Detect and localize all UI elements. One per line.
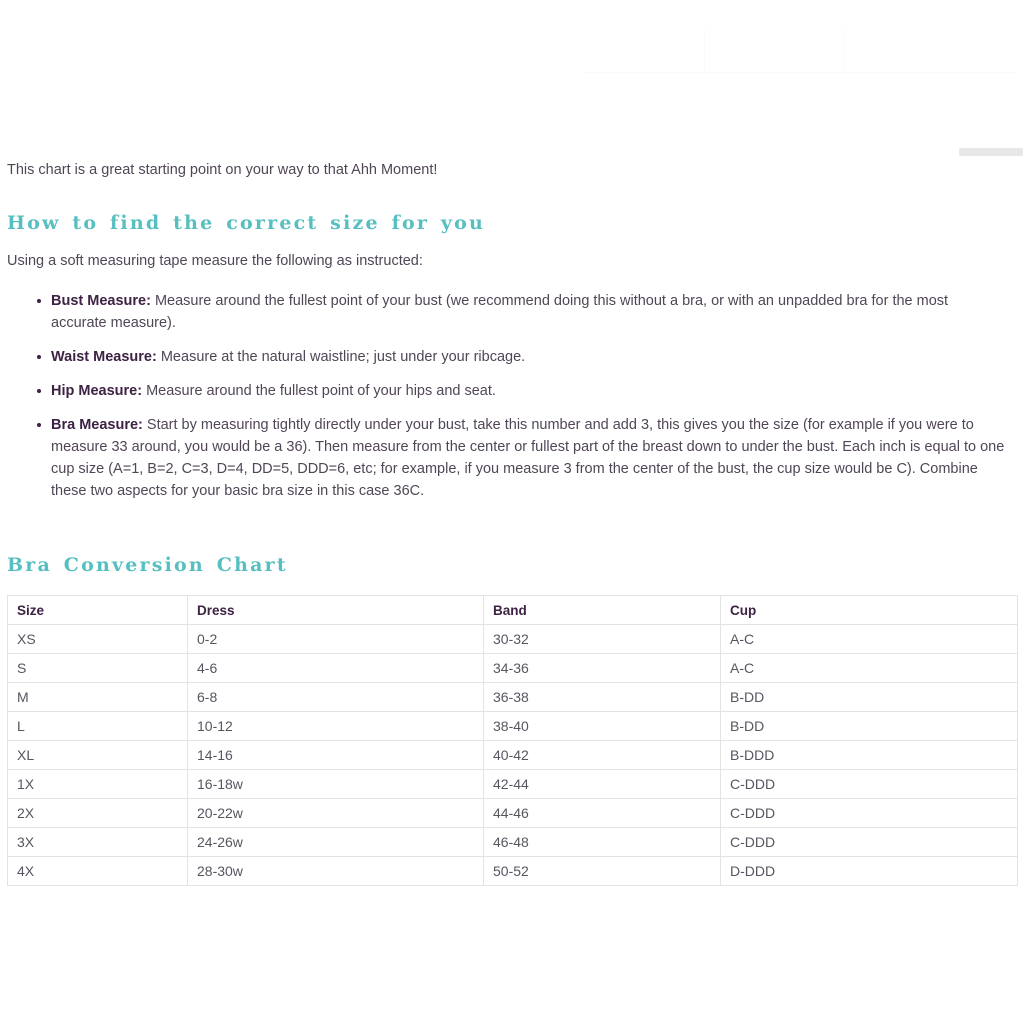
measure-description: Start by measuring tightly directly under your bust, take this number and add 3, this gives you the size (for example if you were to measure 33 around, you would be a 36). Then measure from the center or fullest part of the breast down to under the bust. Each inch is equal to one cup size (A=1, B=2, C=3, D=4, DD=5, DDD=6, etc; for example, if you measure 3 from the center of the bust, the cup size would be C). Combine these two aspects for your basic bra size in this case 36C.: [51, 417, 1005, 499]
measure-description: Measure around the fullest point of your hips and seat.: [142, 383, 496, 399]
table-cell: 14-16: [188, 741, 484, 770]
table-row: [8, 654, 1018, 683]
table-cell: 44-46: [484, 799, 721, 828]
table-cell: 30-32: [484, 625, 721, 654]
table-row: [8, 770, 1018, 799]
intro-text: This chart is a great starting point on your way to that Ahh Moment!: [7, 162, 438, 178]
conversion-chart-heading: Bra Conversion Chart: [7, 554, 288, 576]
measure-list-item: [51, 414, 1007, 502]
table-row: [8, 712, 1018, 741]
table-cell: 16-18w: [188, 770, 484, 799]
scrollbar-thumb[interactable]: [959, 148, 1023, 156]
table-cell: 38-40: [484, 712, 721, 741]
measure-description: Measure at the natural waistline; just under your ribcage.: [156, 349, 526, 365]
table-cell: 1X: [8, 770, 188, 799]
table-row: [8, 741, 1018, 770]
measure-label: Bust Measure:: [51, 293, 151, 309]
measure-label: Waist Measure:: [51, 349, 157, 365]
column-header-cup: Cup: [721, 596, 1018, 625]
measure-list-item: [51, 290, 1007, 334]
table-header-row: [8, 596, 1018, 625]
table-cell: S: [8, 654, 188, 683]
column-header-dress: Dress: [188, 596, 484, 625]
table-cell: 4X: [8, 857, 188, 886]
table-cell: D-DDD: [721, 857, 1018, 886]
table-cell: 34-36: [484, 654, 721, 683]
table-cell: 20-22w: [188, 799, 484, 828]
lead-text: Using a soft measuring tape measure the following as instructed:: [7, 253, 423, 269]
table-cell: 42-44: [484, 770, 721, 799]
table-cell: 24-26w: [188, 828, 484, 857]
table-cell: 40-42: [484, 741, 721, 770]
table-row: [8, 828, 1018, 857]
table-cell: 0-2: [188, 625, 484, 654]
table-cell: A-C: [721, 625, 1018, 654]
table-cell: M: [8, 683, 188, 712]
table-cell: 6-8: [188, 683, 484, 712]
measure-label: Hip Measure:: [51, 383, 143, 399]
measure-list-item: [51, 346, 1007, 368]
table-cell: 28-30w: [188, 857, 484, 886]
column-header-band: Band: [484, 596, 721, 625]
table-cell: 4-6: [188, 654, 484, 683]
table-cell: 2X: [8, 799, 188, 828]
measure-list: [7, 290, 1017, 502]
table-cell: C-DDD: [721, 770, 1018, 799]
table-cell: 50-52: [484, 857, 721, 886]
measure-label: Bra Measure:: [51, 417, 143, 433]
table-cell: XL: [8, 741, 188, 770]
table-row: [8, 625, 1018, 654]
table-cell: 46-48: [484, 828, 721, 857]
table-cell: C-DDD: [721, 799, 1018, 828]
table-cell: B-DD: [721, 712, 1018, 741]
table-cell: C-DDD: [721, 828, 1018, 857]
table-row: [8, 683, 1018, 712]
bra-conversion-table: [7, 595, 1018, 886]
measure-description: Measure around the fullest point of your bust (we recommend doing this without a bra, or with an unpadded bra for the most accurate measure).: [51, 293, 949, 331]
measure-list-item: [51, 380, 1007, 402]
table-cell: 3X: [8, 828, 188, 857]
table-cell: B-DDD: [721, 741, 1018, 770]
table-cell: B-DD: [721, 683, 1018, 712]
table-cell: 10-12: [188, 712, 484, 741]
table-cell: 36-38: [484, 683, 721, 712]
column-header-size: Size: [8, 596, 188, 625]
table-row: [8, 857, 1018, 886]
table-row: [8, 799, 1018, 828]
table-cell: A-C: [721, 654, 1018, 683]
how-to-heading: How to find the correct size for you: [7, 212, 485, 234]
table-cell: XS: [8, 625, 188, 654]
table-cell: L: [8, 712, 188, 741]
